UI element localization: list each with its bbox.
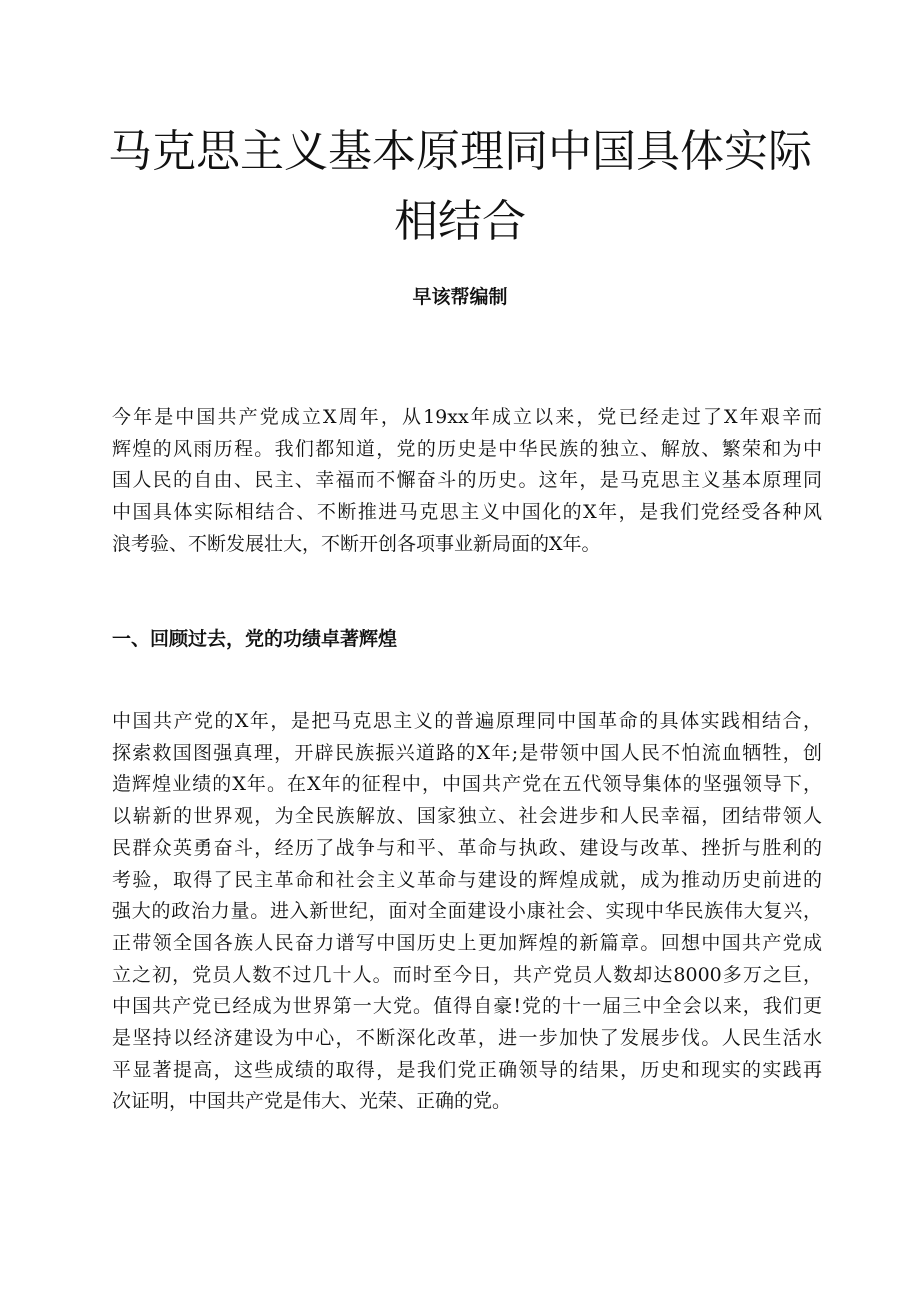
intro-line: 今年是中国共产党成立X周年，从19xx年成立以来，党已经走过了X年艰辛而: [112, 406, 822, 428]
section-1-line: 中国共产党的X年，是把马克思主义的普遍原理同中国革命的具体实践相结合，: [112, 710, 822, 732]
intro-paragraph: [112, 402, 822, 561]
intro-line: 国人民的自由、民主、幸福而不懈奋斗的历史。这年，是马克思主义基本原理同: [112, 469, 822, 492]
section-1-line: 立之初，党员人数不过几十人。而时至今日，共产党员人数却达8000多万之巨，: [112, 963, 822, 986]
section-1-line: 平显著提高，这些成绩的取得，是我们党正确领导的结果，历史和现实的实践再: [112, 1058, 822, 1081]
section-1-line: 是坚持以经济建设为中心，不断深化改革，进一步加快了发展步伐。人民生活水: [112, 1027, 822, 1050]
section-1-line: 民群众英勇奋斗，经历了战争与和平、革命与执政、建设与改革、挫折与胜利的: [112, 836, 822, 859]
document-title-line-1: 马克思主义基本原理同中国具体实际: [108, 126, 812, 177]
section-1-line: 造辉煌业绩的X年。在X年的征程中，中国共产党在五代领导集体的坚强领导下，: [112, 773, 822, 796]
section-1-line: 探索救国图强真理，开辟民族振兴道路的X年;是带领中国人民不怕流血牺牲，创: [112, 741, 822, 764]
intro-line: 辉煌的风雨历程。我们都知道，党的历史是中华民族的独立、解放、繁荣和为中: [112, 437, 822, 460]
intro-line: 中国具体实际相结合、不断推进马克思主义中国化的X年，是我们党经受各种风: [112, 501, 822, 524]
section-1-paragraph: [112, 706, 822, 1118]
section-1-line: 强大的政治力量。进入新世纪，面对全面建设小康社会、实现中华民族伟大复兴，: [112, 900, 822, 923]
section-1-line: 正带领全国各族人民奋力谱写中国历史上更加辉煌的新篇章。回想中国共产党成: [112, 931, 822, 954]
section-1-line: 以崭新的世界观，为全民族解放、国家独立、社会进步和人民幸福，团结带领人: [112, 805, 822, 828]
section-1-line: 次证明，中国共产党是伟大、光荣、正确的党。: [112, 1090, 512, 1113]
section-1-heading: 一、回顾过去，党的功绩卓著辉煌: [112, 628, 398, 650]
document-title-line-2: 相结合: [394, 196, 526, 247]
section-1-line: 考验，取得了民主革命和社会主义革命与建设的辉煌成就，成为推动历史前进的: [112, 868, 822, 891]
author-line: 早该帮编制: [412, 286, 508, 308]
intro-line: 浪考验、不断发展壮大，不断开创各项事业新局面的X年。: [112, 532, 601, 555]
section-1-line: 中国共产党已经成为世界第一大党。值得自豪!党的十一届三中全会以来，我们更: [112, 995, 822, 1018]
